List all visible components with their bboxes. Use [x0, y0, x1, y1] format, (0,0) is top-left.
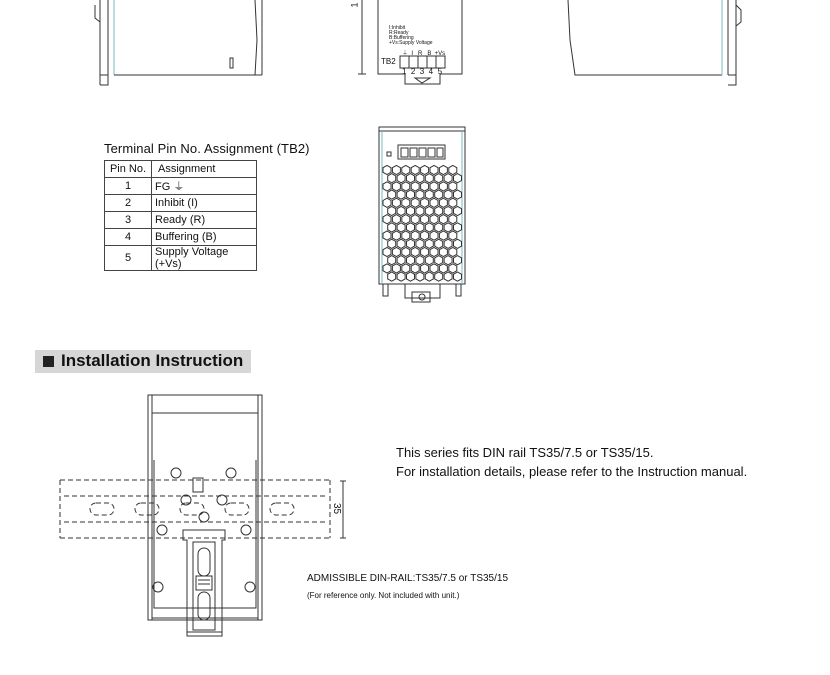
header-pin-no: Pin No.: [105, 161, 152, 178]
pin-cell: 2: [105, 195, 152, 212]
label-buffering: B:Buffering: [389, 35, 414, 41]
section-title: Installation Instruction: [61, 351, 244, 370]
label-inhibit: I:Inhibit: [389, 25, 406, 31]
pin-cell: 3: [105, 212, 152, 229]
rail-note: (For reference only. Not included with unit.): [307, 591, 460, 600]
rail-label: ADMISSIBLE DIN-RAIL:TS35/7.5 or TS35/15: [307, 573, 509, 584]
dim-35-label: 35: [331, 502, 343, 515]
assignment-cell: FG ⏚: [152, 178, 257, 195]
assignment-cell: Ready (R): [152, 212, 257, 229]
pin-cell: 1: [105, 178, 152, 195]
pin-cell: 4: [105, 229, 152, 246]
pin-numbers: 1 2 3 4 5: [402, 67, 443, 76]
install-text-line-1: This series fits DIN rail TS35/7.5 or TS35/15.: [396, 445, 654, 460]
assignment-cell: Supply Voltage (+Vs): [152, 246, 257, 271]
pin-symbols: ⏚ I R B +Vs: [402, 51, 446, 57]
tb2-label: TB2: [381, 57, 396, 66]
assignment-cell: Inhibit (I): [152, 195, 257, 212]
label-supply: +Vs:Supply Voltage: [389, 40, 433, 46]
pin-cell: 5: [105, 246, 152, 271]
label-ready: R:Ready: [389, 30, 409, 36]
install-text-line-2: For installation details, please refer to the Instruction manual.: [396, 464, 748, 479]
terminal-table-title: Terminal Pin No. Assignment (TB2): [104, 141, 310, 156]
dim-fragment: 1: [349, 2, 360, 8]
header-assignment: Assignment: [152, 161, 257, 178]
assignment-cell: Buffering (B): [152, 229, 257, 246]
